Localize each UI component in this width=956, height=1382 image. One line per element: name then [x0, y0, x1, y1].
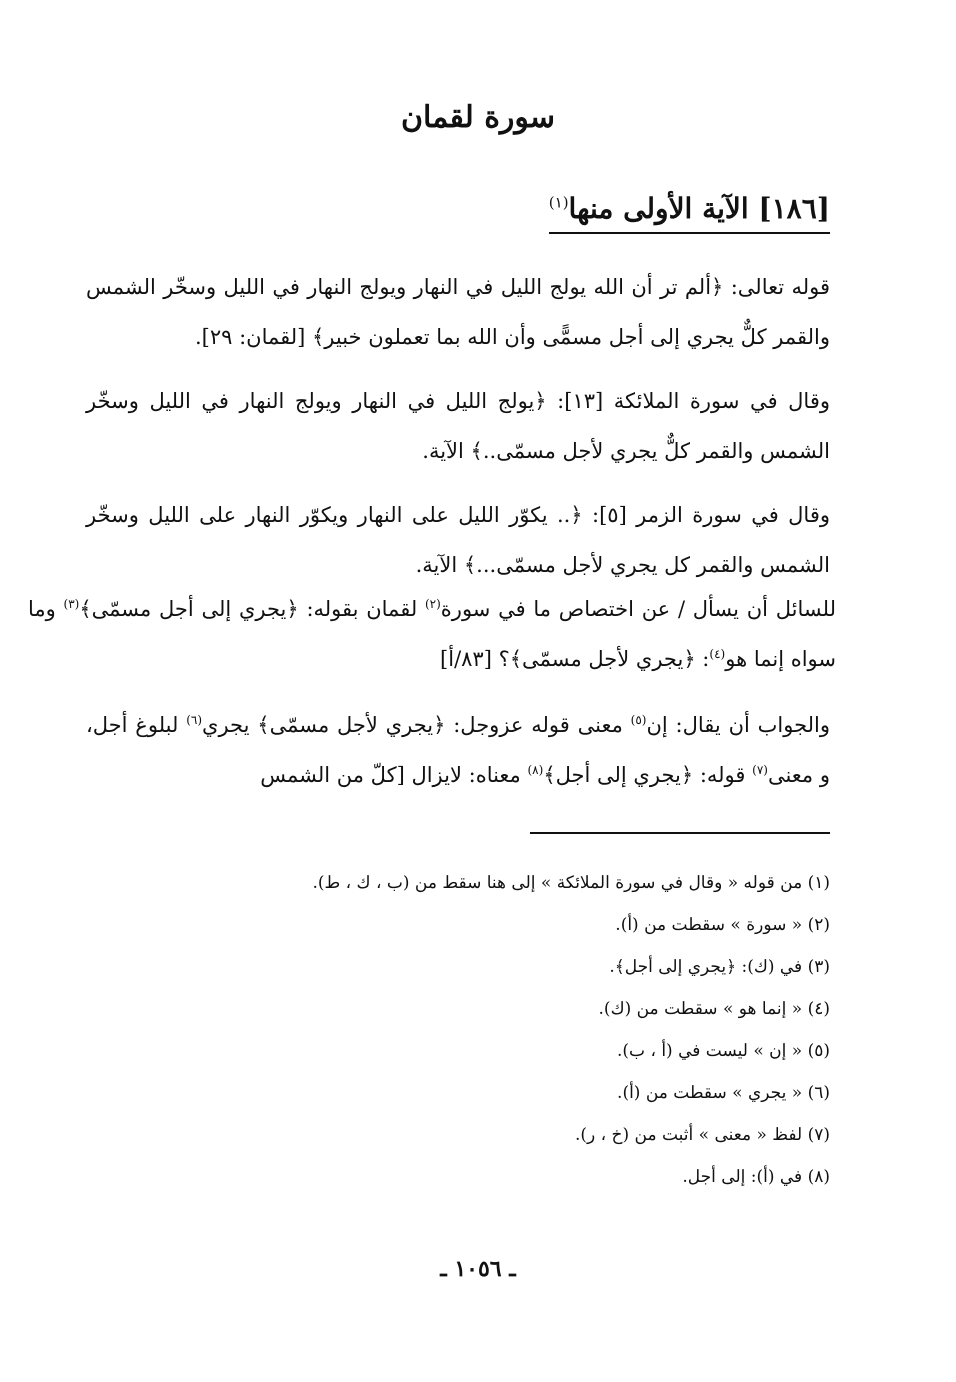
paragraph-1: قوله تعالى: ﴿ألم تر أن الله يولج الليل في النهار ويولج النهار في الليل وسخّر الشمس والقمر كلٌّ يجري إلى أجل مسمًّى وأن الله بما تعملون خبير﴾ [لقمان: ٢٩].: [86, 275, 830, 349]
footnote-ref-5: (٥): [630, 713, 647, 727]
footnote-ref-1: (١): [548, 193, 569, 212]
footnote-ref-8: (٨): [527, 763, 544, 777]
footnote-divider: [530, 832, 830, 834]
footnote-ref-3: (٣): [63, 597, 80, 611]
footnote-item: (٥) « إن » ليست في (أ ، ب).: [617, 1041, 830, 1061]
section-heading-text: [١٨٦] الآية الأولى منها: [568, 192, 830, 225]
footnote-item: (٤) « إنما هو » سقطت من (ك).: [598, 999, 830, 1019]
footnote-item: (٦) « يجري » سقطت من (أ).: [617, 1083, 830, 1103]
footnotes-list: [130, 862, 830, 1198]
paragraph-4-text-c: وما سواه إنما هو: [28, 597, 836, 671]
surah-title: سورة لقمان: [400, 100, 556, 135]
footnote-ref-6: (٦): [186, 713, 203, 727]
paragraph-4-text-b: لقمان بقوله: ﴿يجري إلى أجل مسمّى﴾: [79, 597, 425, 621]
footnote-item: (٨) في (أ): إلى أجل.: [682, 1167, 830, 1187]
footnote-ref-4: (٤): [709, 647, 726, 661]
paragraph-5: [86, 700, 830, 800]
footnote-ref-7: (٧): [752, 763, 768, 777]
footnote-item: (٧) لفظ « معنى » أثبت من (خ ، ر).: [574, 1125, 830, 1145]
manuscript-folio-marker: [٨٣/أ]: [440, 647, 492, 671]
paragraph-5-text-e: معناه: لايزال [كلّ من الشمس: [260, 763, 528, 787]
footnote-item: (١) من قوله « وقال في سورة الملائكة » إلى هنا سقط من (ب ، ك ، ط).: [312, 873, 830, 893]
page-number: ـ ١٠٥٦ ـ: [440, 1256, 516, 1282]
paragraph-5-text-c: لبلوغ أجل، و معنى: [86, 713, 830, 787]
footnote-item: (٢) « سورة » سقطت من (أ).: [615, 915, 830, 935]
footnote-ref-2: (٢): [424, 597, 441, 611]
footnote-item: (٣) في (ك): ﴿يجري إلى أجل﴾.: [609, 957, 830, 977]
paragraph-2: وقال في سورة الملائكة [١٣]: ﴿يولج الليل في النهار ويولج النهار في الليل وسخّر الشمس والقمر كلٌّ يجري لأجل مسمّى..﴾ الآية.: [86, 389, 830, 463]
section-heading: [549, 192, 830, 234]
paragraph-5-text-b: معنى قوله عزوجل: ﴿يجري لأجل مسمّى﴾ يجري: [202, 713, 631, 737]
paragraph-4-text-a: للسائل أن يسأل / عن اختصاص ما في سورة: [440, 597, 836, 621]
paragraph-4: [28, 584, 836, 684]
paragraph-3: وقال في سورة الزمر [٥]: ﴿.. يكوّر الليل على النهار ويكوّر النهار على الليل وسخّر الشمس والقمر كل يجري لأجل مسمّى...﴾ الآية.: [86, 503, 831, 577]
paragraph-4-text-d: : ﴿يجري لأجل مسمّى﴾؟: [498, 647, 710, 671]
paragraph-5-text-a: والجواب أن يقال: إن: [646, 713, 831, 737]
paragraph-5-text-d: قوله: ﴿يجري إلى أجل﴾: [543, 763, 753, 787]
